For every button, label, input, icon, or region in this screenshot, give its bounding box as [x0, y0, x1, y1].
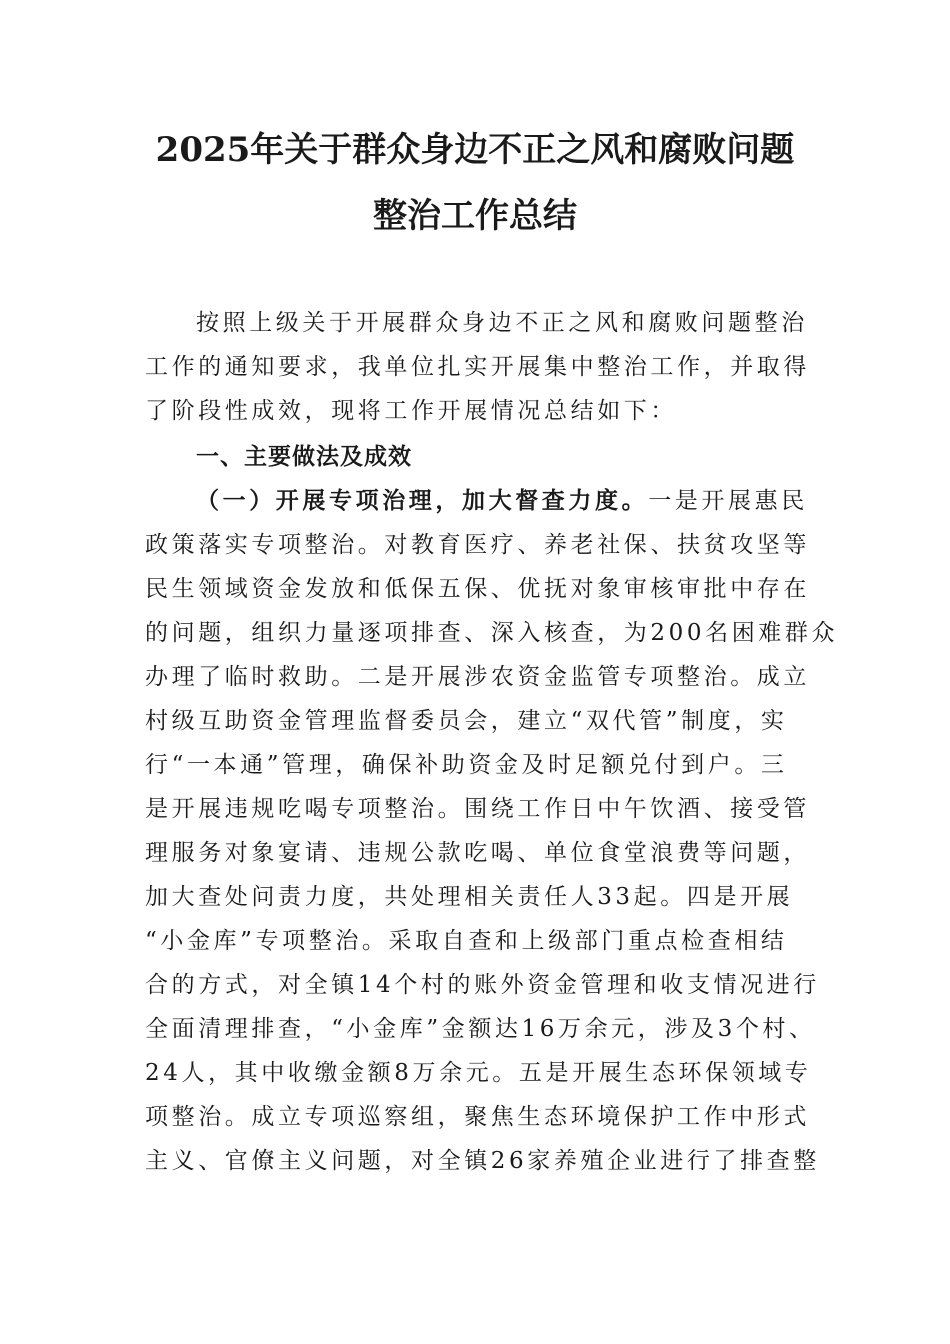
- subsection-first-line: [196, 486, 816, 516]
- body-line: 项整治。成立专项巡察组，聚焦生态环境保护工作中形式: [145, 1104, 810, 1130]
- body-line: 理服务对象宴请、违规公款吃喝、单位食堂浪费等问题，: [145, 840, 810, 866]
- body-line: 行“一本通”管理，确保补助资金及时足额兑付到户。三: [145, 752, 788, 778]
- subsection-first-line-rest: 一是开展惠民: [648, 488, 808, 514]
- body-line: 政策落实专项整治。对教育医疗、养老社保、扶贫攻坚等: [145, 532, 810, 558]
- body-line: 是开展违规吃喝专项整治。围绕工作日中午饮酒、接受管: [145, 796, 810, 822]
- subsection-heading: （一）开展专项治理，加大督查力度。: [196, 487, 649, 514]
- body-line: 村级互助资金管理监督委员会，建立“双代管”制度，实: [145, 708, 788, 734]
- body-line: 民生领域资金发放和低保五保、优抚对象审核审批中存在: [145, 576, 810, 602]
- document-title-line-2: 整治工作总结: [373, 196, 577, 236]
- body-line: 办理了临时救助。二是开展涉农资金监管专项整治。成立: [145, 664, 810, 690]
- intro-line: 工作的通知要求，我单位扎实开展集中整治工作，并取得: [145, 354, 810, 380]
- body-line: 的问题，组织力量逐项排查、深入核查，为200名困难群众: [145, 620, 839, 646]
- body-line: 24人，其中收缴金额8万余元。五是开展生态环保领域专: [145, 1060, 812, 1086]
- intro-line: 按照上级关于开展群众身边不正之风和腐败问题整治: [196, 310, 808, 336]
- body-line: 全面清理排查，“小金库”金额达16万余元，涉及3个村、: [145, 1016, 816, 1042]
- body-line: 合的方式，对全镇14个村的账外资金管理和收支情况进行: [145, 972, 820, 998]
- document-title-line-1: 2025年关于群众身边不正之风和腐败问题: [155, 130, 795, 170]
- body-line: 加大查处问责力度，共处理相关责任人33起。四是开展: [145, 884, 794, 910]
- section-heading: 一、主要做法及成效: [196, 444, 412, 470]
- body-line: “小金库”专项整治。采取自查和上级部门重点检查相结: [145, 928, 788, 954]
- intro-line: 了阶段性成效，现将工作开展情况总结如下：: [145, 398, 677, 424]
- body-line: 主义、官僚主义问题，对全镇26家养殖企业进行了排查整: [145, 1148, 820, 1174]
